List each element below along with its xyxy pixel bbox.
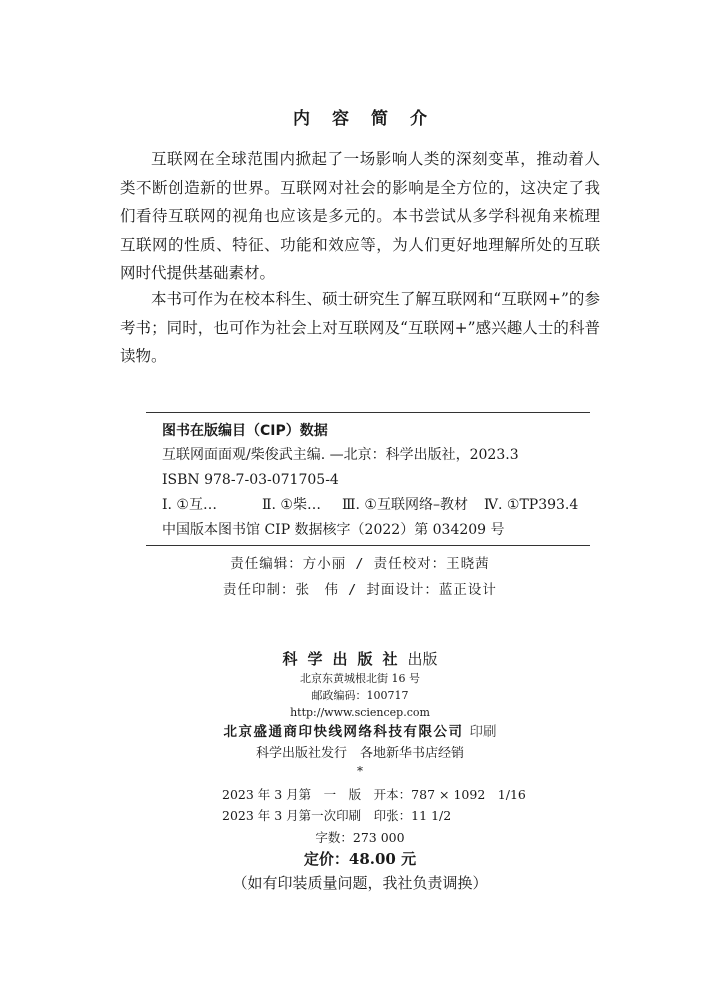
printer-name: 北京盛通商印快线网络科技有限公司 <box>223 724 464 740</box>
publisher-contact <box>0 670 720 721</box>
publisher-suffix: 出版 <box>407 650 438 668</box>
cip-class-4: Ⅳ. ①TP393.4 <box>484 497 579 513</box>
cip-bottom-rule <box>146 545 590 546</box>
distribution-line: 科学出版社发行 各地新华书店经销 <box>255 746 464 761</box>
cip-record-number: 中国版本图书馆 CIP 数据核字（2022）第 034209 号 <box>162 522 505 538</box>
editor-credits: 责任编辑：方小丽 / 责任校对：王晓茜 <box>230 556 490 572</box>
cip-class-3: Ⅲ. ①互联网络–教材 <box>342 497 468 513</box>
cip-class-1: Ⅰ. ①互… <box>162 497 217 513</box>
publisher-address: 北京东黄城根北街 16 号 <box>300 672 420 685</box>
printer-suffix: 印刷 <box>469 724 497 740</box>
publisher-line <box>0 648 720 669</box>
intro-paragraph-2: 本书可作为在校本科生、硕士研究生了解互联网和“互联网+”的参考书；同时，也可作为社会上对互联网及“互联网+”感兴趣人士的科普读物。 <box>120 290 600 365</box>
cip-heading: 图书在版编目（CIP）数据 <box>162 423 328 439</box>
cip-top-rule <box>146 412 590 413</box>
cip-title-line: 互联网面面观/柴俊武主编. —北京：科学出版社，2023.3 <box>162 447 519 463</box>
edition-line: 2023 年 3 月第 一 版 开本：787 × 1092 1/16 <box>222 787 526 802</box>
publisher-name: 科学出版社 <box>282 650 408 668</box>
production-credits: 责任印制：张 伟 / 封面设计：蓝正设计 <box>223 582 497 598</box>
intro-paragraph-1: 互联网在全球范围内掀起了一场影响人类的深刻变革，推动着人类不断创造新的世界。互联网对社会的影响是全方位的，这决定了我们看待互联网的视角也应该是多元的。本书尝试从多学科视角来梳理互联网的性质、特征、功能和效应等，为人们更好地理解所处的互联网时代提供基础素材。 <box>120 150 600 282</box>
separator-star: * <box>357 764 363 778</box>
word-count: 字数：273 000 <box>315 830 405 845</box>
cip-classification <box>162 493 590 517</box>
page-title: 内容简介 <box>293 109 449 129</box>
price: 定价：48.00 元 <box>303 850 417 868</box>
publisher-postcode: 邮政编码：100717 <box>311 689 409 702</box>
cip-isbn: ISBN 978-7-03-071705-4 <box>162 472 339 488</box>
printing-line: 2023 年 3 月第一次印刷 印张：11 1/2 <box>222 808 452 823</box>
publisher-url: http://www.sciencep.com <box>290 706 430 719</box>
cip-class-2: Ⅱ. ①柴… <box>262 497 321 513</box>
printer-line <box>0 720 720 740</box>
quality-note: （如有印装质量问题，我社负责调换） <box>232 874 488 892</box>
